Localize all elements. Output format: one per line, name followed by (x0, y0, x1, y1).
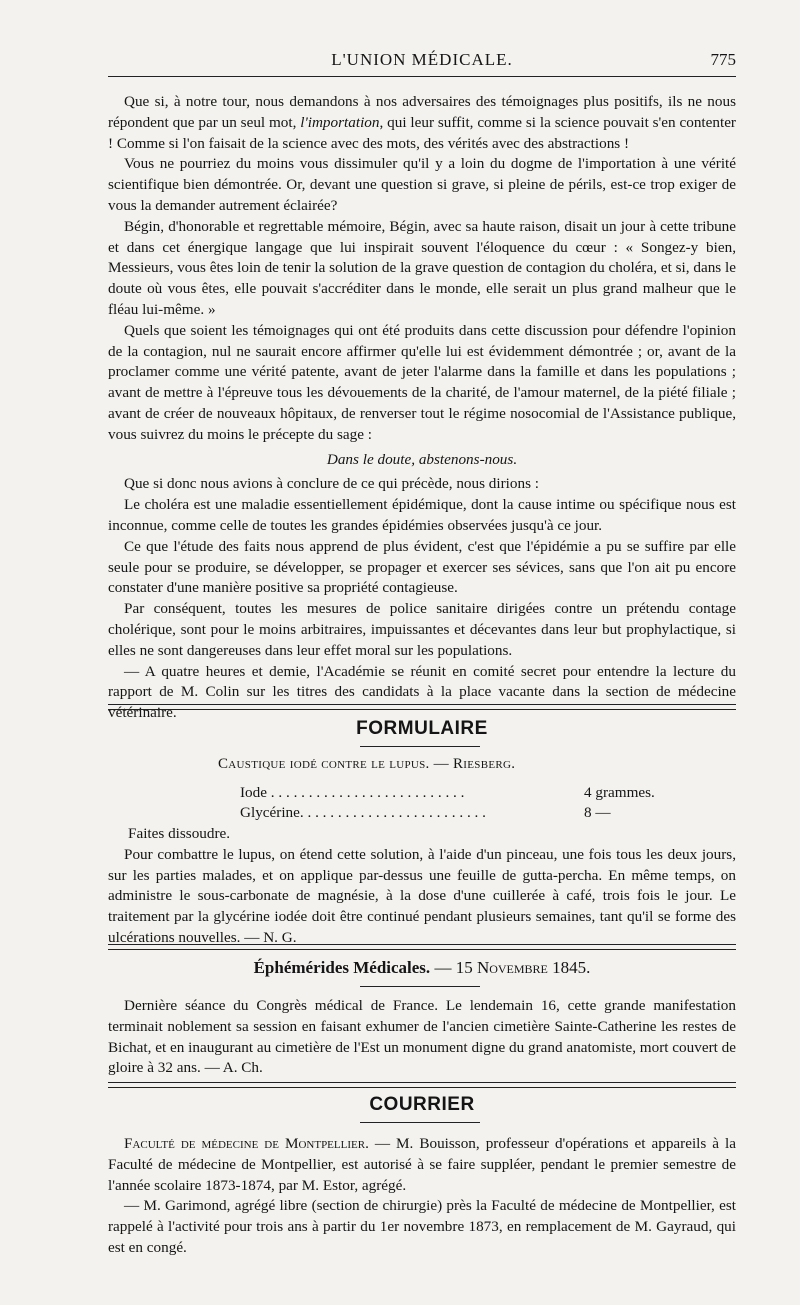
heading-underline (360, 986, 480, 987)
paragraph: Le choléra est une maladie essentiellement épidémique, dont la cause intime ou spécifique nous est inconnue, comme celle de toutes les grandes épidémies observées jusqu'à ce jour. (108, 496, 736, 534)
text-span: , qui leur suffit, comme si la science pouvait s'en contenter ! Comme si l'on faisait de la science avec des mots, des vérités avec des abstractions ! (108, 113, 736, 152)
paragraph (108, 1134, 736, 1196)
ephemerides-label: Éphémérides Médicales. (253, 958, 431, 977)
heading-underline (360, 746, 480, 747)
heading-underline (360, 1122, 480, 1123)
ingredient-qty: 8 — (584, 804, 611, 821)
courrier-text (108, 1134, 736, 1259)
ephemerides-title (108, 958, 736, 978)
paragraph: Ce que l'étude des faits nous apprend de plus évident, c'est que l'épidémie a pu se suffire par elle seule pour se produire, se développer, se propager et exercer ses sévices, sans que l'on ait pu encore constater d'une manière positive sa propriété contagieuse. (108, 537, 736, 597)
lead-in: Faculté de médecine de Montpellier. (124, 1135, 369, 1152)
discussion-text (108, 92, 736, 724)
emphasis: l'importation (300, 113, 380, 131)
ingredient-name: Iode . . . . . . . . . . . . . . . . . . . . . . . . . . (240, 784, 465, 801)
ingredient-name: Glycérine. . . . . . . . . . . . . . . . . . . . . . . . . (240, 804, 486, 821)
ingredient-label: Iode (240, 784, 267, 801)
paragraph: Par conséquent, toutes les mesures de police sanitaire dirigées contre un prétendu contage cholérique, sont pour le moins arbitraires, impuissantes et décevantes dans leur but prophylactique, si elles ne sont dangereuses dans leur effet moral sur les populations. (108, 600, 736, 659)
paragraph: Vous ne pourriez du moins vous dissimuler qu'il y a loin du dogme de l'importation à une vérité scientifique bien démontrée. Or, devant une question si grave, si pleine de périls, est-ce trop exiger de vous la demander autrement éclairée? (108, 155, 736, 214)
ephemerides-text (108, 996, 736, 1079)
paragraph: Pour combattre le lupus, on étend cette solution, à l'aide d'un pinceau, une fois tous les deux jours, sur les parties malades, et on applique par-dessus une feuille de gutta-percha. En même temps, on administre le sous-carbonate de magnésie, à la dose d'une cuillerée à café, trois fois le jour. Le traitement par la glycérine iodée doit être continué pendant plusieurs semaines, tant qu'il se forme des ulcérations nouvelles. — N. G. (108, 845, 736, 946)
page-number: 775 (710, 50, 736, 69)
courrier-heading: COURRIER (369, 1094, 475, 1115)
paragraph: Que si donc nous avions à conclure de ce qui précède, nous dirions : (124, 475, 540, 493)
paragraph: Quels que soient les témoignages qui ont été produits dans cette discussion pour défendre l'opinion de la contagion, nul ne saurait encore affirmer qu'elle lui est évidemment démontrée ; or, avant de la proclamer comme une vérité patente, avant de jeter l'alarme dans la famille et dans les populations ; avant de mettre à l'épreuve tous les dévouements de la charité, de l'amour maternel, de la piété filiale ; avant de créer de nouveaux hôpitaux, de renverser tout le régime nosocomial de l'Assistance publique, vous suivrez du moins le précepte du sage : (108, 321, 736, 443)
formulaire-heading: FORMULAIRE (356, 718, 488, 739)
formulaire-text (108, 824, 736, 949)
ingredient-qty: 4 grammes. (584, 784, 655, 801)
paragraph (108, 92, 736, 154)
running-title: L'UNION MÉDICALE. (331, 50, 513, 69)
page-header (108, 48, 736, 77)
maxim-text: Dans le doute, abstenons-nous. (326, 450, 518, 468)
paragraph: — A quatre heures et demie, l'Académie se réunit en comité secret pour entendre la lecture du rapport de M. Colin sur les titres des candidats à la place vacante dans la section de médecine vétérinaire. (108, 662, 736, 722)
section-divider (108, 944, 736, 950)
section-divider (108, 704, 736, 710)
instruction: Faites dissoudre. (128, 825, 231, 842)
paragraph: — M. Garimond, agrégé libre (section de chirurgie) près la Faculté de médecine de Montpellier, est rappelé à l'activité pour trois ans à partir du 1er novembre 1873, en remplacement de M. Gayraud, qui est en congé. (108, 1197, 736, 1256)
recipe-title: Caustique iodé contre le lupus. — Riesberg. (218, 756, 516, 772)
paragraph: Dernière séance du Congrès médical de France. Le lendemain 16, cette grande manifestation terminait noblement sa session en faisant exhumer de l'ancien cimetière Sainte-Catherine les restes de Bichat, et en inaugurant au cimetière de l'Est un monument digne du grand anatomiste, mort couvert de gloire à 32 ans. — A. Ch. (108, 997, 736, 1077)
text-span: Que si, à notre tour, nous demandons à nos adversaires des témoignages plus positifs, ils ne nous répondent que par un seul mot, (108, 93, 736, 131)
paragraph: Bégin, d'honorable et regrettable mémoire, Bégin, avec sa haute raison, disait un jour à cette tribune et dans cet énergique langage que lui inspirait souvent l'éloquence du cœur : « Songez-y bien, Messieurs, vous êtes loin de tenir la solution de la grave question de contagion du choléra, et si, dans le doute où vous êtes, elle pouvait s'accréditer dans le monde, elle serait un plus grand malheur que le fléau lui-même. » (108, 217, 736, 318)
text-span: — M. Bouisson, professeur d'opérations et appareils à la Faculté de médecine de Montpellier, est autorisé à se faire suppléer, pendant le premier semestre de l'année scolaire 1873-1874, par M. Estor, agrégé. (108, 1135, 737, 1194)
ephemerides-date: — 15 Novembre 1845. (434, 958, 591, 977)
section-divider (108, 1082, 736, 1088)
maxim (108, 450, 736, 471)
ingredient-label: Glycérine (240, 804, 300, 821)
